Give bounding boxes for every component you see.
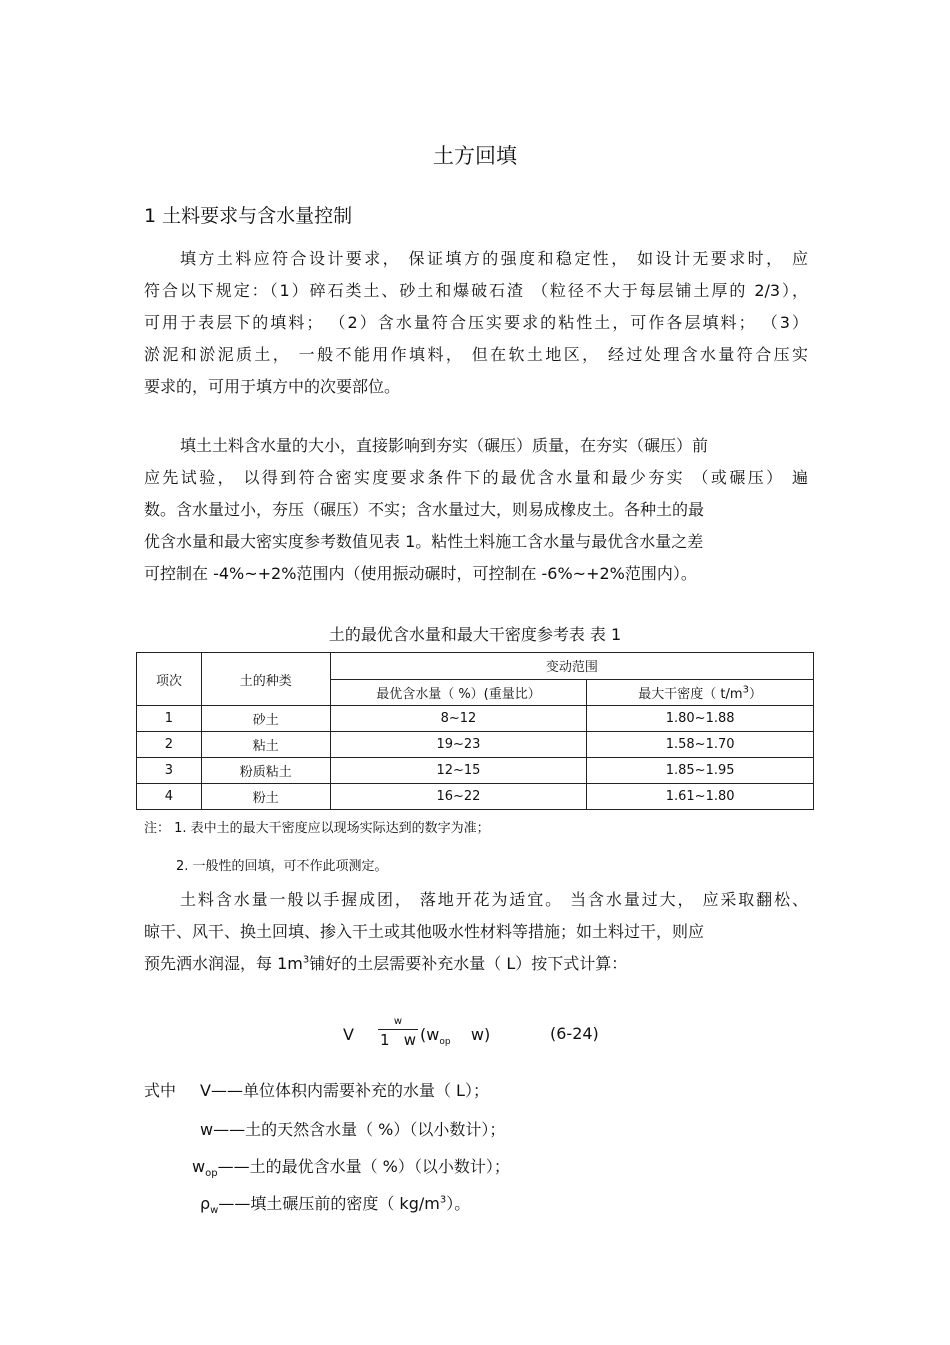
- table-header-row: [137, 653, 814, 680]
- fraction-denominator: 1 w: [379, 1031, 417, 1049]
- header-moisture: 最优含水量（ %）(重量比）: [330, 679, 587, 706]
- cell-index: 3: [137, 758, 202, 784]
- cell-index: 2: [137, 732, 202, 758]
- table-caption: 土的最优含水量和最大干密度参考表 表 1: [328, 625, 622, 644]
- table-note-1: 注： 1. 表中土的最大干密度应以现场实际达到的数字为准；: [144, 821, 490, 836]
- paragraph-water-supplement: [144, 884, 808, 980]
- legend-text-end: ）。: [446, 1194, 471, 1213]
- text-line: 土料含水量一般以手握成团， 落地开花为适宜。 当含水量过大， 应采取翻松、: [180, 890, 808, 909]
- formula-lhs: V: [343, 1025, 354, 1044]
- table-note-2: 2. 一般性的回填，可不作此项测定。: [176, 859, 388, 874]
- subscript: op: [205, 1168, 218, 1180]
- legend-text: ——填土碾压前的密度（ kg/m: [218, 1194, 440, 1213]
- formula-paren: (w: [420, 1025, 440, 1044]
- page-title: 土方回填: [433, 144, 517, 168]
- section-heading: 1 土料要求与含水量控制: [144, 205, 353, 227]
- text-line: 应先试验， 以得到符合密实度要求条件下的最优含水量和最少夯实 （或碾压） 遍: [144, 468, 808, 487]
- text-line: 可用于表层下的填料； （2）含水量符合压实要求的粘性土，可作各层填料； （3）: [144, 313, 808, 332]
- paragraph-moisture-control: [144, 430, 808, 590]
- formula-subscript: op: [439, 1037, 451, 1048]
- table-row: [137, 732, 814, 758]
- cell-moisture: 19~23: [330, 732, 587, 758]
- legend-w: w——土的天然含水量（ %）（以小数计）；: [200, 1120, 506, 1139]
- fraction-numerator: w: [393, 1016, 403, 1027]
- text-segment: 预先洒水润湿，每 1m: [144, 954, 303, 973]
- header-index: 项次: [137, 653, 202, 706]
- subscript: w: [210, 1205, 219, 1217]
- text-line: 数。含水量过小，夯压（碾压）不实；含水量过大，则易成橡皮土。各种土的最: [144, 500, 705, 519]
- cell-density: 1.85~1.95: [587, 758, 814, 784]
- legend-wop: [192, 1154, 510, 1180]
- cell-index: 4: [137, 784, 202, 810]
- formula-fraction: [378, 1016, 418, 1050]
- table-row: [137, 784, 814, 810]
- cell-moisture: 8~12: [330, 706, 587, 732]
- cell-soil-type: 粉土: [201, 784, 330, 810]
- paragraph-fill-material: [144, 243, 808, 403]
- table-row: [137, 706, 814, 732]
- cell-density: 1.58~1.70: [587, 732, 814, 758]
- text-line: 填方土料应符合设计要求， 保证填方的强度和稳定性， 如设计无要求时， 应: [180, 249, 808, 268]
- text-line: 要求的，可用于填方中的次要部位。: [144, 377, 401, 396]
- header-density-text: 最大干密度（ t/m: [638, 686, 743, 702]
- reference-table: [136, 652, 814, 810]
- symbol: w: [192, 1157, 206, 1176]
- text-line: 淤泥和淤泥质土， 一般不能用作填料， 但在软土地区， 经过处理含水量符合压实: [144, 345, 808, 364]
- cell-soil-type: 粉质粘土: [201, 758, 330, 784]
- formula-number: (6-24): [550, 1024, 599, 1043]
- text-line: 可控制在 -4%~+2%范围内（使用振动碾时，可控制在 -6%~+2%范围内）。: [144, 564, 697, 583]
- cell-soil-type: 粘土: [201, 732, 330, 758]
- formula-rhs: [420, 1025, 491, 1048]
- text-line: [144, 948, 808, 980]
- legend-v: V——单位体积内需要补充的水量（ L）；: [200, 1081, 489, 1100]
- text-line: 填土土料含水量的大小，直接影响到夯实（碾压）质量，在夯实（碾压）前: [180, 436, 709, 455]
- text-line: 晾干、风干、换土回填、掺入干土或其他吸水性材料等措施；如土料过干，则应: [144, 922, 705, 941]
- cell-density: 1.61~1.80: [587, 784, 814, 810]
- legend-text: ——土的最优含水量（ %）（以小数计）；: [217, 1157, 510, 1176]
- superscript: 3: [302, 954, 310, 966]
- header-density-sup: 3: [742, 684, 749, 696]
- text-line: 符合以下规定：（1）碎石类土、砂土和爆破石渣 （粒径不大于每层铺土厚的 2/3），: [144, 281, 808, 300]
- cell-moisture: 12~15: [330, 758, 587, 784]
- cell-density: 1.80~1.88: [587, 706, 814, 732]
- legend-rho: [200, 1191, 471, 1217]
- cell-moisture: 16~22: [330, 784, 587, 810]
- header-density-suffix: ）: [748, 686, 762, 702]
- symbol: ρ: [200, 1194, 211, 1213]
- superscript: 3: [439, 1194, 447, 1206]
- header-density: [587, 679, 814, 706]
- text-segment: 铺好的土层需要补充水量（ L）按下式计算：: [309, 954, 628, 973]
- formula-paren-rest: w): [450, 1025, 491, 1044]
- cell-soil-type: 砂土: [201, 706, 330, 732]
- header-soil-type: 土的种类: [201, 653, 330, 706]
- table-row: [137, 758, 814, 784]
- legend-intro: 式中: [144, 1081, 177, 1100]
- cell-index: 1: [137, 706, 202, 732]
- header-range: 变动范围: [330, 653, 813, 680]
- text-line: 优含水量和最大密实度参考数值见表 1。粘性土料施工含水量与最优含水量之差: [144, 532, 704, 551]
